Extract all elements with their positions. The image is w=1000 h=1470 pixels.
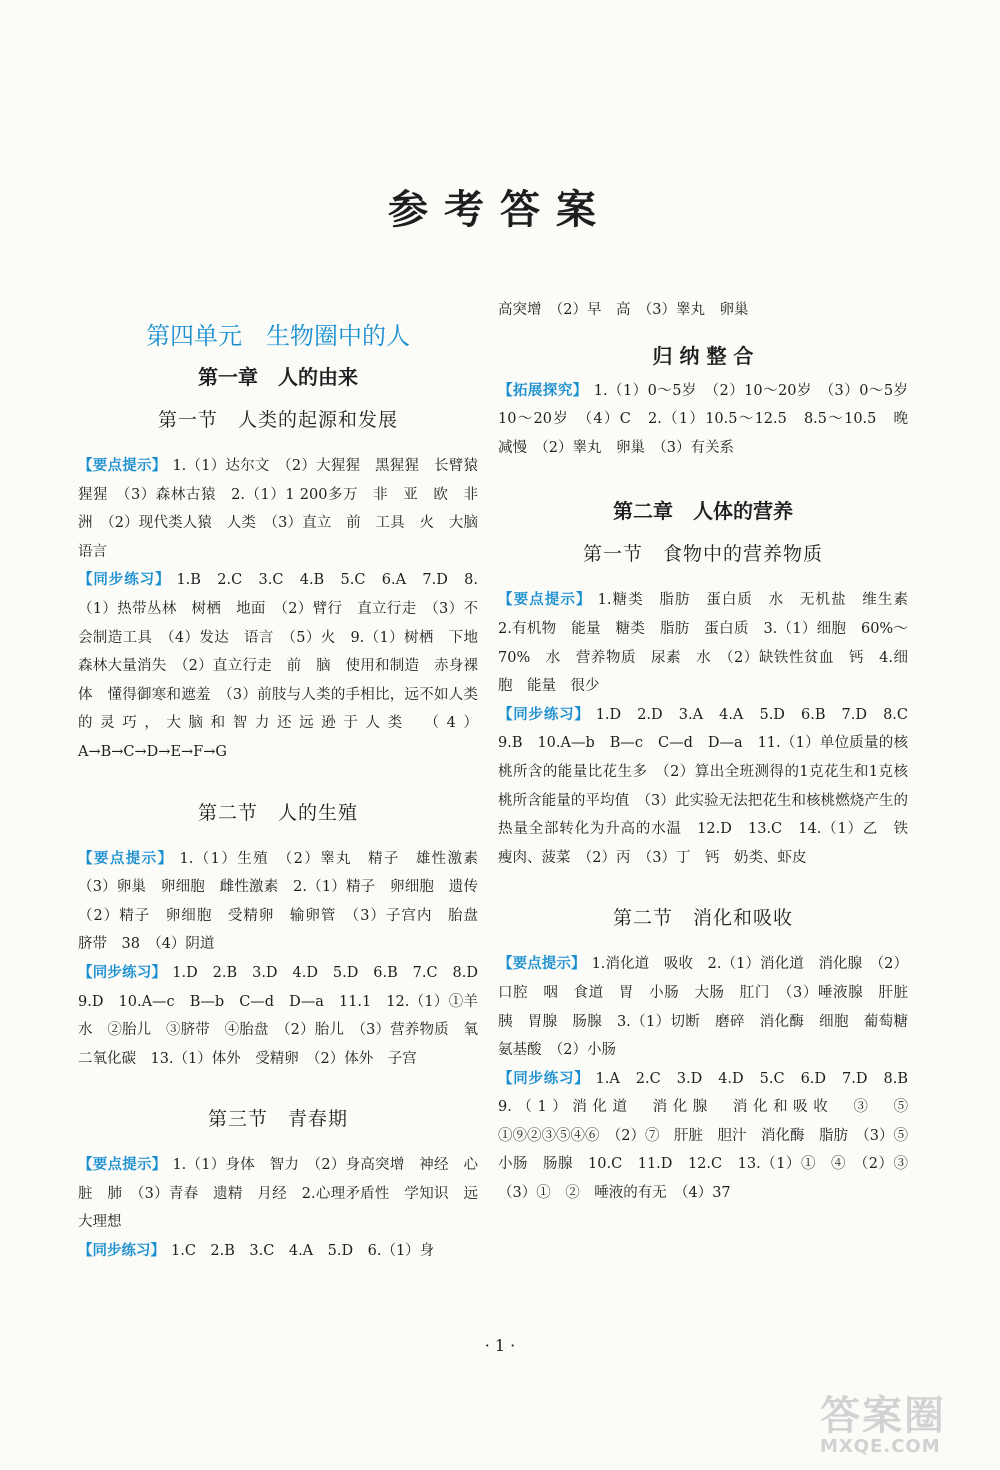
section-heading: 第二节 人的生殖 bbox=[197, 801, 358, 824]
expand-tag: 【拓展探究】 bbox=[498, 382, 588, 399]
answer-text: 1.（1）达尔文 （2）大猩猩 黑猩猩 长臂猿 猩猩 （3）森林古猿 2.（1）1 200多万 非 亚 欧 非洲 （2）现代类人猿 人类 （3）直立 前 工具 火 大脑 语言 bbox=[78, 458, 493, 560]
answer-text: 1.C 2.B 3.C 4.A 5.D 6.（1）身 bbox=[171, 1243, 435, 1260]
answer-text: 1.糖类 脂肪 蛋白质 水 无机盐 维生素 2.有机物 能量 糖类 脂肪 蛋白质 3.（1）细胞 60%～70% 水 营养物质 尿素 水 （2）缺铁性贫血 钙 4.细胞 能量 很少 bbox=[498, 592, 923, 695]
practice-tag: 【同步练习】 bbox=[78, 964, 167, 981]
key-points-paragraph bbox=[78, 845, 493, 959]
section-heading: 第一节 人类的起源和发展 bbox=[157, 409, 398, 431]
section-heading: 第一节 食物中的营养物质 bbox=[582, 543, 823, 566]
page-title: 参考答案 bbox=[388, 187, 612, 233]
continued-answer: 高突增 （2）早 高 （3）睾丸 卵巢 bbox=[498, 302, 749, 318]
practice-paragraph bbox=[78, 959, 493, 1073]
key-points-tag: 【要点提示】 bbox=[78, 850, 174, 867]
key-points-tag: 【要点提示】 bbox=[498, 592, 592, 609]
watermark-logo bbox=[820, 1393, 946, 1457]
practice-paragraph bbox=[78, 566, 493, 766]
key-points-tag: 【要点提示】 bbox=[78, 458, 167, 474]
right-column bbox=[498, 296, 923, 1208]
chapter-heading: 第一章 人的由来 bbox=[198, 365, 358, 389]
practice-paragraph bbox=[498, 701, 923, 873]
answer-text: 1.消化道 吸收 2.（1）消化道 消化腺 （2）口腔 咽 食道 胃 小肠 大肠 肛门 （3）唾液腺 肝脏 胰 胃腺 肠腺 3.（1）切断 磨碎 消化酶 细胞 葡萄糖 氨基酸 （2）小肠 bbox=[498, 956, 923, 1059]
section-heading: 第二节 消化和吸收 bbox=[612, 907, 793, 930]
answer-text: 1.（1）0～5岁 （2）10～20岁 （3）0～5岁 10～20岁 （4）C 2.（1）10.5～12.5 8.5～10.5 晚 减慢 （2）睾丸 卵巢 （3）有关系 bbox=[498, 382, 923, 456]
practice-tag: 【同步练习】 bbox=[78, 572, 171, 589]
key-points-paragraph bbox=[78, 1151, 478, 1237]
key-points-tag: 【要点提示】 bbox=[78, 1157, 167, 1174]
section-heading: 第三节 青春期 bbox=[207, 1108, 348, 1131]
practice-tag: 【同步练习】 bbox=[78, 1243, 165, 1260]
key-points-paragraph bbox=[498, 950, 923, 1064]
practice-tag: 【同步练习】 bbox=[498, 706, 590, 723]
chapter-heading: 第二章 人体的营养 bbox=[613, 499, 793, 524]
practice-paragraph bbox=[498, 1065, 923, 1208]
answer-text: 1.A 2.C 3.D 4.D 5.C 6.D 7.D 8.B 9.（1）消化道 消化腺 消化和吸收 ③ ⑤ ①⑨②③⑤④⑥ （2）⑦ 肝脏 胆汁 消化酶 脂肪 （3）⑤ 小肠 肠腺 10.C 11.D 12.C 13.（1）① ④ （2）③ （3）① ② 唾液的有无 （4）37 bbox=[498, 1070, 923, 1202]
unit-heading: 第四单元 生物圈中的人 bbox=[146, 322, 410, 350]
answer-text: 1.D 2.D 3.A 4.A 5.D 6.B 7.D 8.C 9.B 10.A—b B—c C—d D—a 11.（1）单位质量的核桃所含的能量比花生多 （2）算出全班测得的1克花生和1克核桃所含能量的平均值 （3）此实验无法把花生和核桃燃烧产生的热量全部转化为升高的水温 12.D 13.C 14.（1）乙 铁 瘦肉、菠菜 （2）丙 （3）丁 钙 奶类、虾皮 bbox=[498, 706, 923, 866]
practice-paragraph bbox=[78, 1237, 478, 1266]
answer-text: 1.B 2.C 3.C 4.B 5.C 6.A 7.D 8.（1）热带丛林 树栖 地面 （2）臂行 直立行走 （3）不会制造工具 （4）发达 语言 （5）火 9.（1）树栖 下地 森林大量消失 （2）直立行走 前 脑 使用和制造 赤身裸体 懂得御寒和遮羞 （3）前肢与人类的手相比，远不如人类的灵巧，大脑和智力还远逊于人类 （4）A→B→C→D→E→F→G bbox=[78, 572, 493, 760]
left-column bbox=[78, 296, 493, 1266]
summary-heading: 归 纳 整 合 bbox=[652, 343, 754, 368]
watermark-url: MXQE.COM bbox=[820, 1436, 941, 1457]
expand-paragraph bbox=[498, 377, 923, 463]
page-number: · 1 · bbox=[484, 1336, 516, 1355]
key-points-tag: 【要点提示】 bbox=[498, 956, 586, 973]
answer-text: 1.D 2.B 3.D 4.D 5.D 6.B 7.C 8.D 9.D 10.A—c B—b C—d D—a 11.1 12.（1）①羊水 ②胎儿 ③脐带 ④胎盘 （2）胎儿 （3）营养物质 氧 二氧化碳 13.（1）体外 受精卵 （2）体外 子宫 bbox=[78, 964, 493, 1067]
watermark-text: 答案圈 bbox=[820, 1393, 946, 1439]
practice-tag: 【同步练习】 bbox=[498, 1070, 590, 1087]
key-points-paragraph bbox=[78, 452, 493, 566]
answer-text: 1.（1）生殖 （2）睾丸 精子 雄性激素 （3）卵巢 卵细胞 雌性激素 2.（1）精子 卵细胞 遗传 （2）精子 卵细胞 受精卵 输卵管 （3）子宫内 胎盘 脐带 38 （4）阴道 bbox=[78, 850, 493, 953]
answer-text: 1.（1）身体 智力 （2）身高突增 神经 心脏 肺 （3）青春 遗精 月经 2.心理矛盾性 学知识 远大理想 bbox=[78, 1157, 478, 1231]
key-points-paragraph bbox=[498, 586, 923, 700]
